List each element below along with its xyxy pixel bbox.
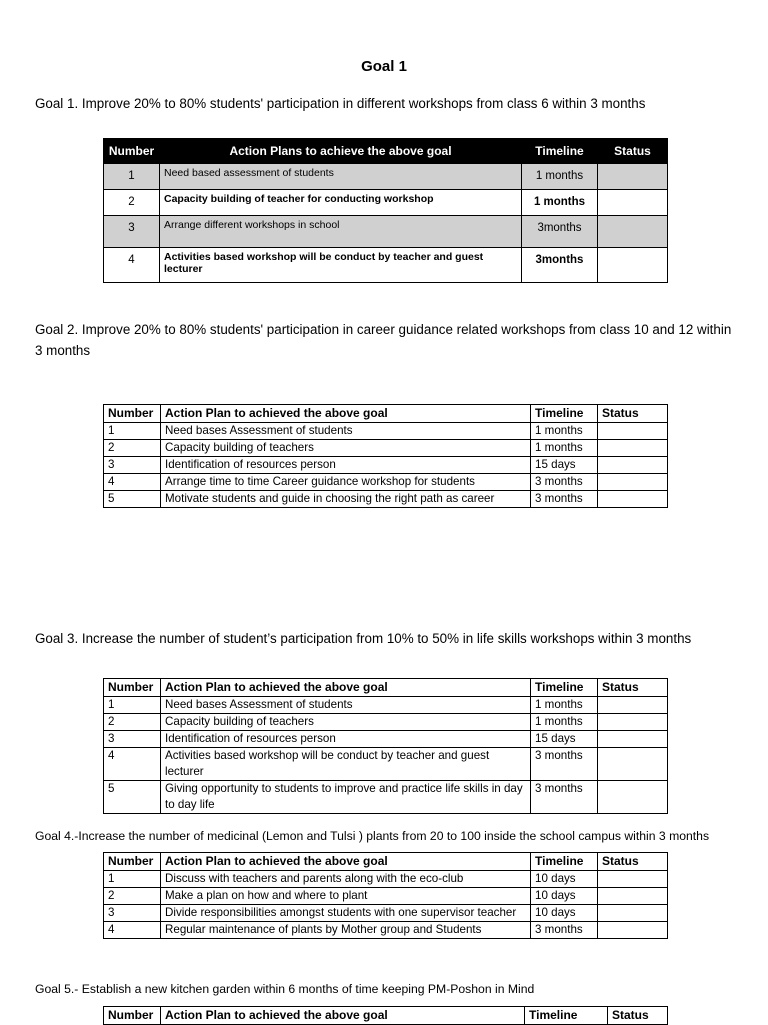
table-row [104,474,668,491]
table-row [104,457,668,474]
column-header: Status [608,1007,668,1025]
column-header: Number [104,405,161,423]
table-row [104,164,668,190]
row-timeline: 15 days [531,457,598,474]
row-timeline: 1 months [522,190,598,216]
row-action: Arrange time to time Career guidance workshop for students [161,474,531,491]
row-number: 2 [104,888,161,905]
goal-1-statement: Goal 1. Improve 20% to 80% students' participation in different workshops from class 6 within 3 months [35,96,646,111]
table-header-row [104,853,668,871]
table-header-row [104,405,668,423]
row-number: 1 [104,697,161,714]
row-action: Motivate students and guide in choosing the right path as career [161,491,531,508]
goal-4-statement: Goal 4.-Increase the number of medicinal (Lemon and Tulsi ) plants from 20 to 100 inside the school campus within 3 months [35,829,710,843]
row-timeline: 3 months [531,491,598,508]
row-status [598,164,668,190]
table-row [104,714,668,731]
row-timeline: 10 days [531,871,598,888]
row-action: Divide responsibilities amongst students with one supervisor teacher [161,905,531,922]
row-timeline: 1 months [531,697,598,714]
row-timeline: 3 months [531,922,598,939]
row-action: Giving opportunity to students to improve and practice life skills in day to day life [161,781,531,814]
row-status [598,905,668,922]
row-status [598,697,668,714]
table-row [104,888,668,905]
row-status [598,423,668,440]
row-action: Discuss with teachers and parents along with the eco-club [161,871,531,888]
row-timeline: 3 months [531,781,598,814]
row-status [598,491,668,508]
row-number: 4 [104,922,161,939]
row-timeline: 3 months [531,748,598,781]
row-timeline: 3months [522,216,598,248]
goal-2-table [103,404,668,508]
row-number: 4 [104,248,160,283]
column-header: Action Plans to achieve the above goal [160,139,522,164]
row-number: 3 [104,457,161,474]
row-status [598,748,668,781]
column-header: Number [104,679,161,697]
column-header: Timeline [531,405,598,423]
table-row [104,922,668,939]
row-timeline: 1 months [531,440,598,457]
row-status [598,474,668,491]
row-number: 5 [104,491,161,508]
row-action: Make a plan on how and where to plant [161,888,531,905]
column-header: Status [598,853,668,871]
row-number: 3 [104,905,161,922]
table-row [104,697,668,714]
row-timeline: 10 days [531,888,598,905]
table-row [104,748,668,781]
table-row [104,440,668,457]
row-number: 2 [104,440,161,457]
goal-4-table [103,852,668,939]
column-header: Status [598,139,668,164]
row-number: 2 [104,190,160,216]
row-action: Capacity building of teachers [161,440,531,457]
table-row [104,871,668,888]
column-header: Action Plan to achieved the above goal [161,1007,525,1025]
row-number: 3 [104,731,161,748]
column-header: Number [104,139,160,164]
row-status [598,248,668,283]
row-status [598,440,668,457]
column-header: Action Plan to achieved the above goal [161,853,531,871]
column-header: Timeline [525,1007,608,1025]
goal-3-statement: Goal 3. Increase the number of student’s participation from 10% to 50% in life skills workshops within 3 months [35,631,692,646]
row-number: 1 [104,164,160,190]
row-action: Need bases Assessment of students [161,697,531,714]
row-timeline: 10 days [531,905,598,922]
row-action: Regular maintenance of plants by Mother group and Students [161,922,531,939]
table-row [104,190,668,216]
row-action: Capacity building of teachers [161,714,531,731]
row-timeline: 1 months [522,164,598,190]
page-title: Goal 1 [361,58,407,75]
column-header: Status [598,679,668,697]
table-row [104,905,668,922]
row-action: Identification of resources person [161,731,531,748]
column-header: Number [104,1007,161,1025]
column-header: Action Plan to achieved the above goal [161,679,531,697]
row-action: Need bases Assessment of students [161,423,531,440]
table-row [104,248,668,283]
column-header: Timeline [531,853,598,871]
row-status [598,922,668,939]
row-status [598,781,668,814]
table-row [104,731,668,748]
row-timeline: 1 months [531,423,598,440]
row-timeline: 15 days [531,731,598,748]
row-timeline: 3 months [531,474,598,491]
column-header: Timeline [522,139,598,164]
row-action: Capacity building of teacher for conducting workshop [160,190,522,216]
column-header: Action Plan to achieved the above goal [161,405,531,423]
goal-5-statement: Goal 5.- Establish a new kitchen garden within 6 months of time keeping PM-Poshon in Mind [35,982,535,996]
row-number: 1 [104,871,161,888]
table-header-row [104,1007,668,1025]
table-row [104,423,668,440]
row-status [598,216,668,248]
table-header-row [104,679,668,697]
row-action: Activities based workshop will be conduct by teacher and guest lecturer [161,748,531,781]
goal-1-table [103,138,668,283]
table-row [104,781,668,814]
goal-2-statement: Goal 2. Improve 20% to 80% students' participation in career guidance related workshops from class 10 and 12 within 3 months [35,322,732,358]
table-row [104,491,668,508]
row-status [598,714,668,731]
row-status [598,731,668,748]
row-number: 1 [104,423,161,440]
row-number: 2 [104,714,161,731]
row-action: Activities based workshop will be conduct by teacher and guest lecturer [160,248,522,283]
row-status [598,190,668,216]
table-row [104,216,668,248]
row-action: Identification of resources person [161,457,531,474]
row-number: 3 [104,216,160,248]
row-action: Arrange different workshops in school [160,216,522,248]
row-timeline: 1 months [531,714,598,731]
row-number: 4 [104,474,161,491]
row-number: 4 [104,748,161,781]
row-timeline: 3months [522,248,598,283]
column-header: Number [104,853,161,871]
row-action: Need based assessment of students [160,164,522,190]
goal-5-table [103,1006,668,1025]
column-header: Timeline [531,679,598,697]
table-header-row [104,139,668,164]
column-header: Status [598,405,668,423]
goal-3-table [103,678,668,814]
row-status [598,871,668,888]
row-status [598,888,668,905]
row-status [598,457,668,474]
row-number: 5 [104,781,161,814]
